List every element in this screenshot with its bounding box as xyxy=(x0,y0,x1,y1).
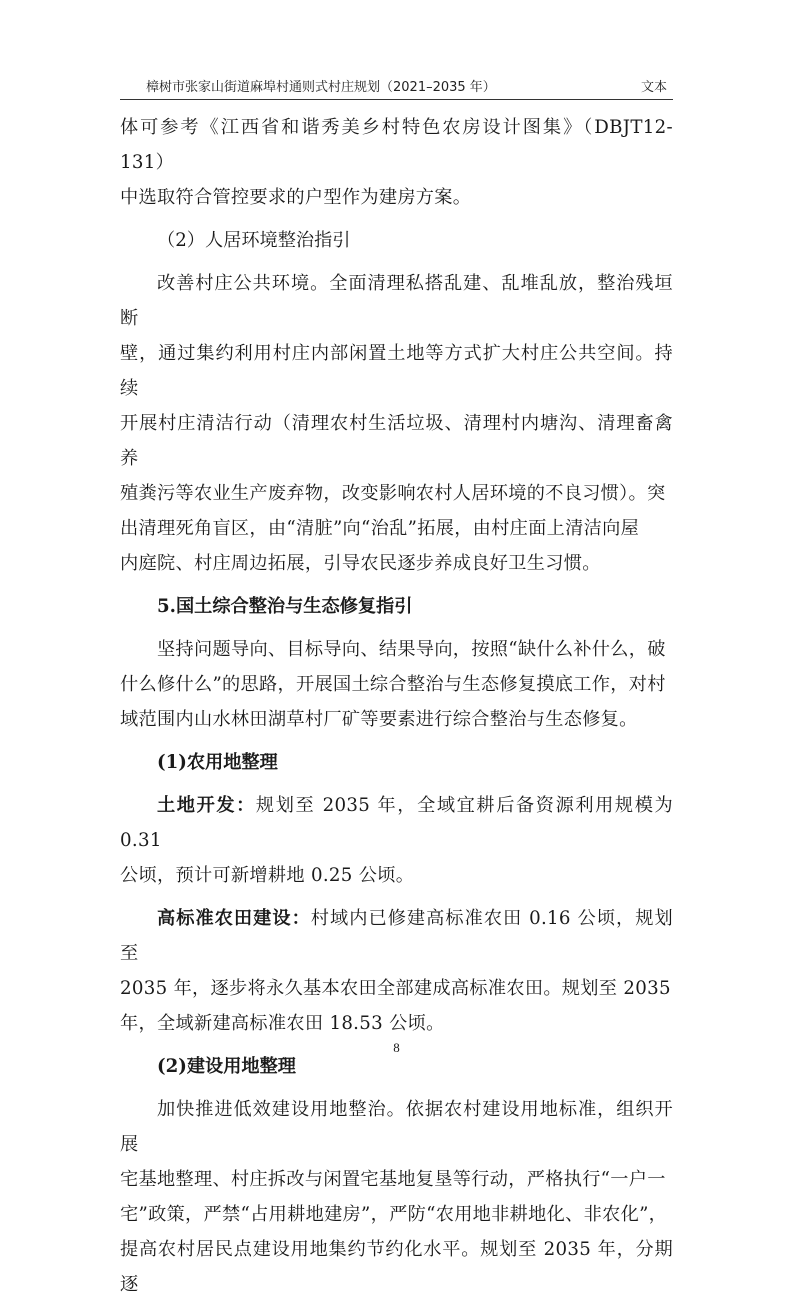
page-header xyxy=(120,72,673,96)
paragraph-living-environment xyxy=(120,266,673,581)
text-line: 规划至 2035 年，全域宜耕后备资源利用规模为 0.31 xyxy=(120,795,673,851)
paragraph-construction-land xyxy=(120,1092,673,1302)
text-line: 什么修什么”的思路，开展国土综合整治与生态修复摸底工作，对村 xyxy=(120,674,666,695)
document-title: 樟树市张家山街道麻埠村通则式村庄规划（2021–2035 年） xyxy=(146,80,496,95)
subheading-living-environment: （2）人居环境整治指引 xyxy=(157,230,351,251)
text-line: 域范围内山水林田湖草村厂矿等要素进行综合整治与生态修复。 xyxy=(120,709,638,730)
text-line: 提高农村居民点建设用地集约节约化水平。规划至 2035 年，分期逐 xyxy=(120,1239,673,1295)
text-line: 中选取符合管控要求的户型作为建房方案。 xyxy=(120,187,472,208)
header-divider xyxy=(120,99,673,100)
text-line: 2035 年，逐步将永久基本农田全部建成高标准农田。规划至 2035 xyxy=(120,978,671,999)
text-line: 坚持问题导向、目标导向、结果导向，按照“缺什么补什么，破 xyxy=(157,639,666,660)
subheading-construction-land: (2)建设用地整理 xyxy=(157,1056,296,1077)
text-line: 宅”政策，严禁“占用耕地建房”，严防“农用地非耕地化、非农化”， xyxy=(120,1204,668,1225)
paragraph-continued xyxy=(120,110,673,215)
page-body xyxy=(120,110,673,1302)
text-line: 加快推进低效建设用地整治。依据农村建设用地标准，组织开展 xyxy=(120,1099,673,1155)
section-label: 文本 xyxy=(640,80,667,95)
text-line: 改善村庄公共环境。全面清理私搭乱建、乱堆乱放，整治残垣断 xyxy=(120,273,673,329)
text-line: 村域内已修建高标准农田 0.16 公顷，规划至 xyxy=(120,908,673,964)
text-line: 体可参考《江西省和谐秀美乡村特色农房设计图集》（DBJT12-131） xyxy=(120,117,673,173)
paragraph-land-remediation xyxy=(120,632,673,737)
text-line: 出清理死角盲区，由“清脏”向“治乱”拓展，由村庄面上清洁向屋 xyxy=(120,518,640,539)
page-number: 8 xyxy=(393,1040,400,1055)
text-line: 宅基地整理、村庄拆改与闲置宅基地复垦等行动，严格执行“一户一 xyxy=(120,1169,666,1190)
text-line: 殖粪污等农业生产废弃物，改变影响农村人居环境的不良习惯）。突 xyxy=(120,483,666,504)
section-heading-land-remediation: 5.国土综合整治与生态修复指引 xyxy=(157,596,413,617)
text-line: 年，全域新建高标准农田 18.53 公顷。 xyxy=(120,1013,445,1034)
term-label: 土地开发： xyxy=(157,795,256,816)
term-label: 高标准农田建设： xyxy=(157,908,311,929)
paragraph-land-development xyxy=(120,788,673,893)
subheading-farmland: (1)农用地整理 xyxy=(157,752,278,773)
text-line: 开展村庄清洁行动（清理农村生活垃圾、清理村内塘沟、清理畜禽养 xyxy=(120,413,673,469)
text-line: 内庭院、村庄周边拓展，引导农民逐步养成良好卫生习惯。 xyxy=(120,553,601,574)
text-line: 公顷，预计可新增耕地 0.25 公顷。 xyxy=(120,865,415,886)
paragraph-high-standard-farmland xyxy=(120,901,673,1041)
text-line: 壁，通过集约利用村庄内部闲置土地等方式扩大村庄公共空间。持续 xyxy=(120,343,673,399)
